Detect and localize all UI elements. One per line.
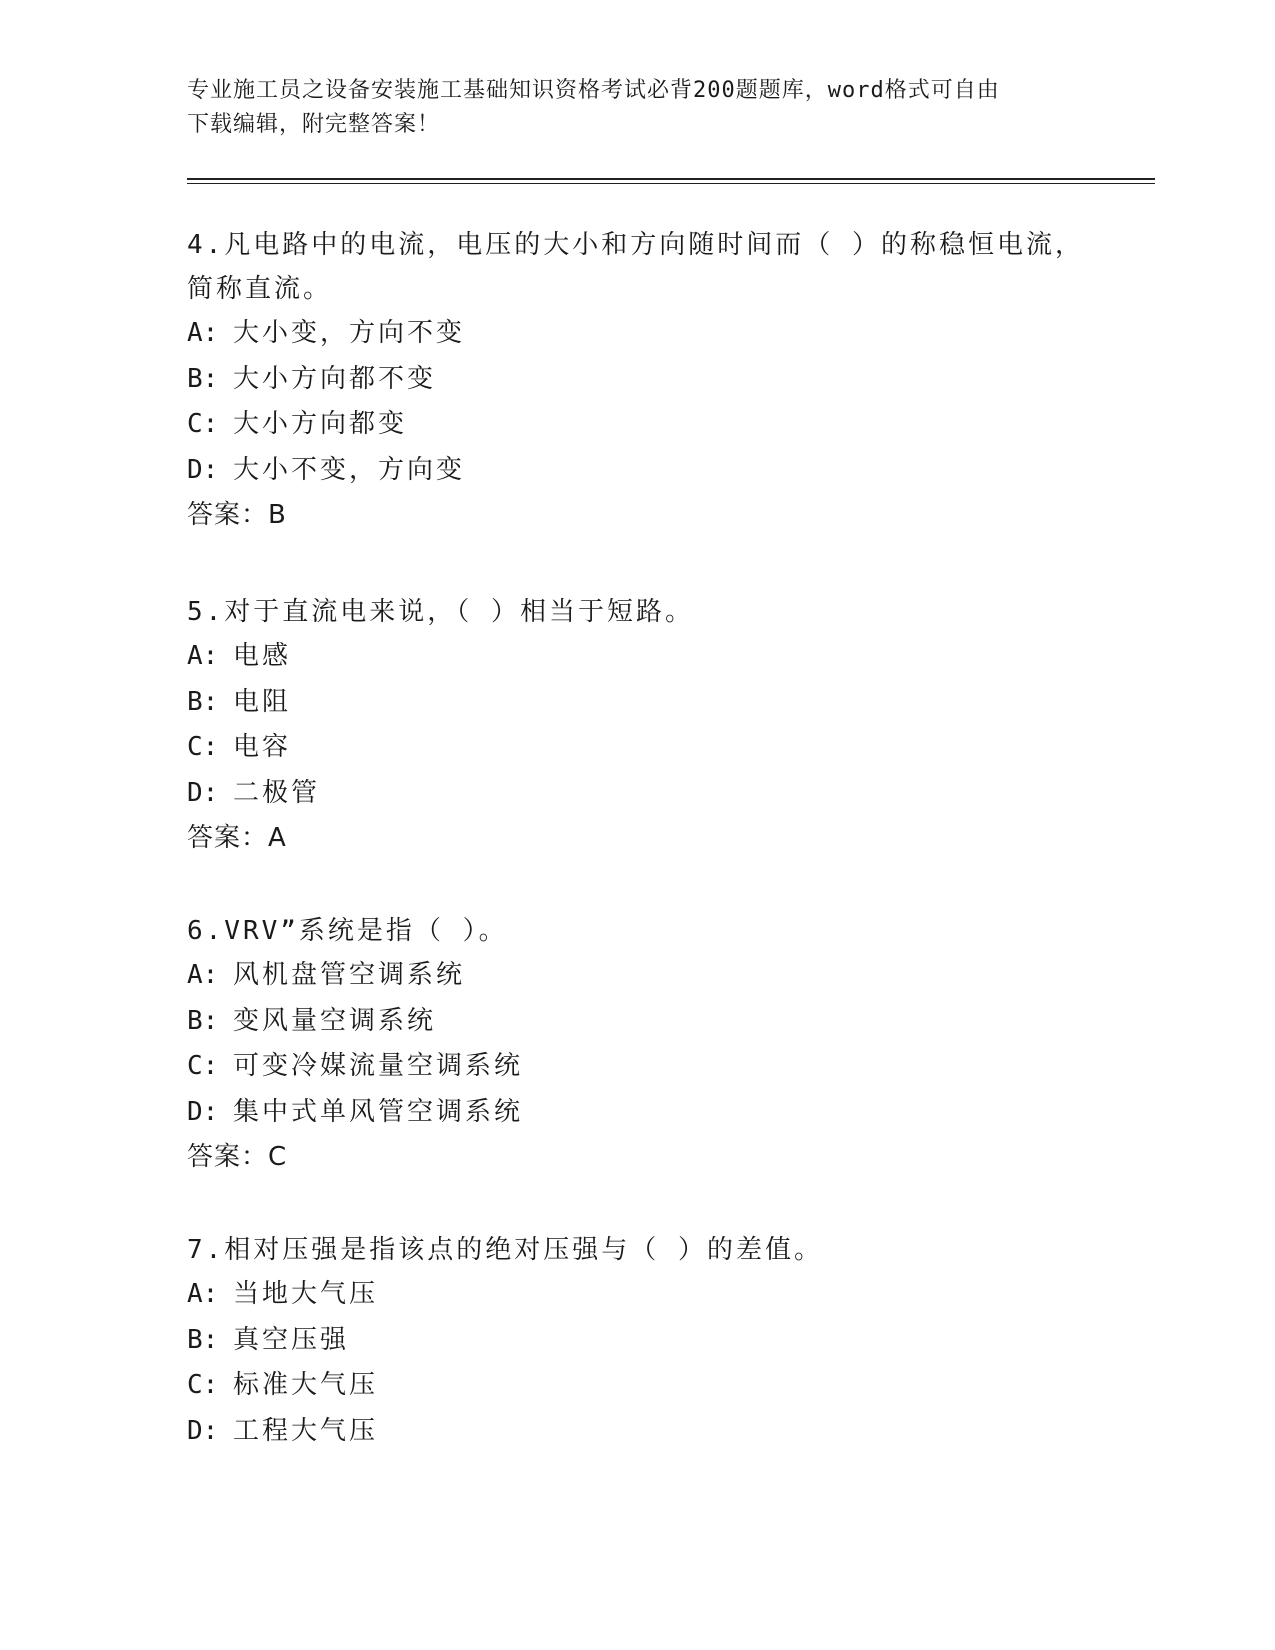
- header-divider: [187, 178, 1155, 180]
- option-c: [187, 402, 1087, 448]
- question-stem-continued: 简称直流。: [187, 274, 333, 304]
- header-line-2: 下载编辑，附完整答案！: [187, 112, 441, 137]
- option-text: 大小不变，方向变: [233, 454, 466, 485]
- question-5: [187, 590, 1087, 862]
- option-text: 电阻: [233, 686, 292, 717]
- option-b: [187, 1318, 1087, 1364]
- option-letter: C:: [187, 1051, 219, 1081]
- option-text: 二极管: [233, 777, 321, 808]
- option-b: [187, 999, 1087, 1045]
- option-a: [187, 634, 1087, 680]
- question-stem: 7.相对压强是指该点的绝对压强与（ ）的差值。: [187, 1235, 823, 1265]
- option-text: 当地大气压: [233, 1279, 379, 1309]
- option-b: [187, 357, 1087, 403]
- answer-label: 答案：C: [187, 1142, 288, 1172]
- question-4: [187, 223, 1087, 539]
- header-divider-thin: [187, 183, 1155, 184]
- option-letter: D:: [187, 1415, 219, 1446]
- option-letter: C:: [187, 409, 219, 439]
- option-letter: B:: [187, 1005, 219, 1036]
- document-header: [187, 74, 1087, 142]
- option-text: 大小方向都变: [233, 409, 408, 439]
- option-text: 电感: [233, 641, 292, 671]
- option-a: [187, 1272, 1087, 1318]
- option-text: 变风量空调系统: [233, 1005, 437, 1036]
- option-d: [187, 1090, 1087, 1136]
- option-text: 真空压强: [233, 1324, 350, 1355]
- option-a: [187, 311, 1087, 357]
- option-text: 集中式单风管空调系统: [233, 1096, 524, 1127]
- option-c: [187, 1363, 1087, 1409]
- option-text: 标准大气压: [233, 1370, 379, 1400]
- option-letter: C:: [187, 1370, 219, 1400]
- option-text: 风机盘管空调系统: [233, 960, 466, 990]
- question-stem: 4.凡电路中的电流，电压的大小和方向随时间而（ ）的称稳恒电流，: [187, 230, 1084, 260]
- question-stem: 5.对于直流电来说，（ ）相当于短路。: [187, 597, 694, 627]
- question-stem: 6.VRV”系统是指（ ）。: [187, 916, 508, 946]
- option-d: [187, 1409, 1087, 1455]
- answer-label: 答案：A: [187, 823, 287, 853]
- answer-label: 答案：B: [187, 500, 287, 530]
- option-text: 可变冷媒流量空调系统: [233, 1051, 524, 1081]
- question-6: [187, 909, 1087, 1181]
- option-d: [187, 771, 1087, 817]
- question-7: [187, 1228, 1087, 1454]
- option-letter: D:: [187, 454, 219, 485]
- option-text: 工程大气压: [233, 1415, 379, 1446]
- option-text: 大小变，方向不变: [233, 318, 466, 348]
- header-line-1: 专业施工员之设备安装施工基础知识资格考试必背200题题库，word格式可自由: [187, 78, 1000, 103]
- option-letter: B:: [187, 686, 219, 717]
- option-a: [187, 953, 1087, 999]
- option-c: [187, 725, 1087, 771]
- option-letter: A:: [187, 641, 219, 671]
- option-b: [187, 680, 1087, 726]
- option-letter: B:: [187, 1324, 219, 1355]
- option-text: 大小方向都不变: [233, 363, 437, 394]
- option-d: [187, 448, 1087, 494]
- option-letter: A:: [187, 960, 219, 990]
- option-letter: A:: [187, 1279, 219, 1309]
- option-letter: A:: [187, 318, 219, 348]
- option-text: 电容: [233, 732, 292, 762]
- option-letter: C:: [187, 732, 219, 762]
- option-letter: D:: [187, 1096, 219, 1127]
- option-letter: B:: [187, 363, 219, 394]
- option-c: [187, 1044, 1087, 1090]
- option-letter: D:: [187, 777, 219, 808]
